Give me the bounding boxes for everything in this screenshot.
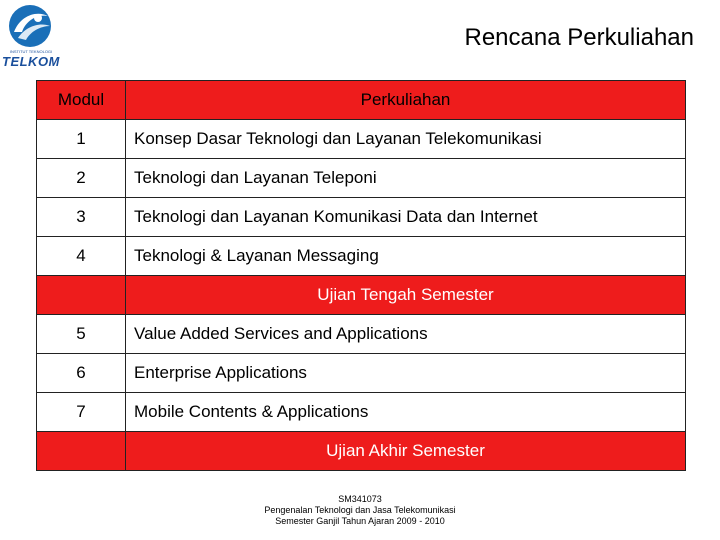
table-row xyxy=(37,159,686,198)
final-exam-row xyxy=(37,432,686,471)
module-number: 3 xyxy=(37,198,126,237)
table-header-row xyxy=(37,81,686,120)
module-topic: Value Added Services and Applications xyxy=(126,315,686,354)
table-row xyxy=(37,354,686,393)
semester-info: Semester Ganjil Tahun Ajaran 2009 - 2010 xyxy=(275,516,445,526)
midterm-empty-cell xyxy=(37,276,126,315)
midterm-row xyxy=(37,276,686,315)
module-topic: Mobile Contents & Applications xyxy=(126,393,686,432)
institution-logo xyxy=(2,2,60,69)
table-row xyxy=(37,237,686,276)
header-modul: Modul xyxy=(37,81,126,120)
module-number: 1 xyxy=(37,120,126,159)
final-empty-cell xyxy=(37,432,126,471)
module-topic: Enterprise Applications xyxy=(126,354,686,393)
module-topic: Teknologi dan Layanan Teleponi xyxy=(126,159,686,198)
course-name: Pengenalan Teknologi dan Jasa Telekomunikasi xyxy=(264,505,456,515)
table-row xyxy=(37,393,686,432)
slide-footer xyxy=(0,494,720,527)
table-row xyxy=(37,120,686,159)
module-number: 6 xyxy=(37,354,126,393)
telkom-logo-icon xyxy=(2,2,58,50)
page-title: Rencana Perkuliahan xyxy=(464,24,694,51)
module-number: 5 xyxy=(37,315,126,354)
midterm-label: Ujian Tengah Semester xyxy=(126,276,686,315)
module-topic: Teknologi & Layanan Messaging xyxy=(126,237,686,276)
table-row xyxy=(37,198,686,237)
course-code: SM341073 xyxy=(338,494,382,504)
logo-subtext: INSTITUT TEKNOLOGI xyxy=(9,49,53,54)
module-number: 4 xyxy=(37,237,126,276)
logo-name: TELKOM xyxy=(2,54,60,69)
course-plan-table xyxy=(36,80,686,471)
module-number: 2 xyxy=(37,159,126,198)
module-topic: Konsep Dasar Teknologi dan Layanan Telekomunikasi xyxy=(126,120,686,159)
module-topic: Teknologi dan Layanan Komunikasi Data dan Internet xyxy=(126,198,686,237)
module-number: 7 xyxy=(37,393,126,432)
header-perkuliahan: Perkuliahan xyxy=(126,81,686,120)
table-row xyxy=(37,315,686,354)
final-exam-label: Ujian Akhir Semester xyxy=(126,432,686,471)
